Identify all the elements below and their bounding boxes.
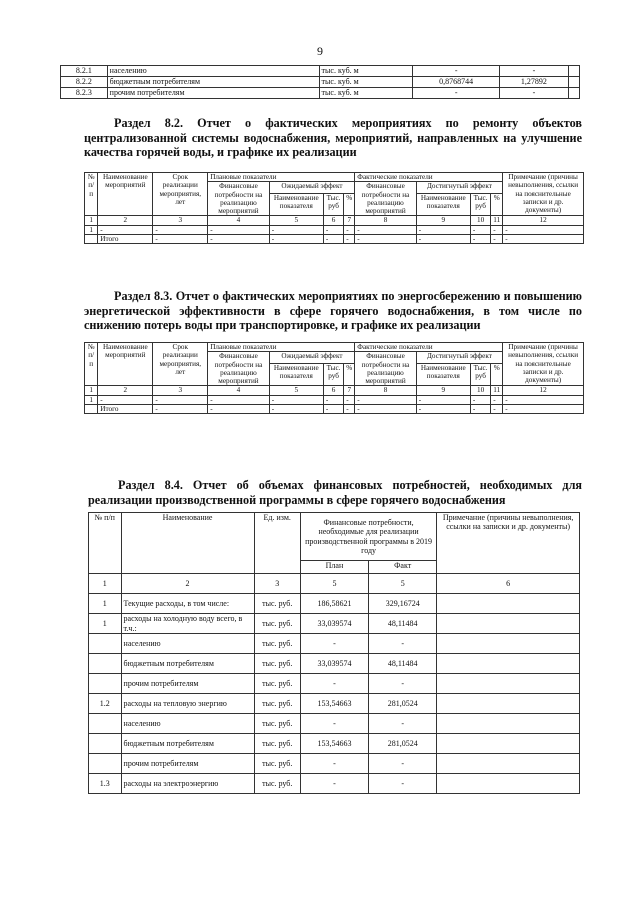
table-cell [85,404,98,413]
table-cell [89,754,122,774]
table-cell: бюджетным потребителям [121,654,254,674]
section-8-2-heading: Раздел 8.2. Отчет о фактических мероприятиях по ремонту объектов централизованной системы водоснабжения, мероприятий, направленных на улучшение качества горячей воды, и графике их реализации [84,116,582,159]
h-fact: Факт [369,561,437,574]
h-note: Примечание (причины невыполнения, ссылки на пояснительные записки и др. документы) [503,343,584,386]
table-cell: 1 [85,225,98,234]
table-cell: 9 [416,216,470,225]
table-cell: тыс. руб. [254,734,300,754]
table-cell: тыс. руб. [254,694,300,714]
table-cell: - [369,714,437,734]
table-cell: 9 [416,386,470,395]
table-cell: - [208,395,269,404]
table-cell [89,634,122,654]
table-row [89,714,580,734]
energy-saving-table [84,342,584,414]
table-cell: - [503,225,584,234]
table-cell: - [416,234,470,243]
section-8-3-heading: Раздел 8.3. Отчет о фактических мероприятиях по энергосбережению и повышению энергетической эффективности в сфере горячего водоснабжения, в том числе по снижению потерь воды при транспортировке, и графике их реализации [84,289,582,332]
table-cell [89,734,122,754]
h-pct: % [344,364,355,386]
table-cell [437,654,580,674]
table-cell: - [208,234,269,243]
table-cell: - [491,234,503,243]
table-cell: тыс. руб. [254,674,300,694]
h-name: Наименование мероприятий [98,343,153,386]
table-cell: 153,54663 [300,734,368,754]
table-cell: 1 [89,614,122,634]
table-cell: 4 [208,386,269,395]
table-cell [437,634,580,654]
table-cell: 11 [491,386,503,395]
table-cell: 1 [85,395,98,404]
table-cell: 2 [121,574,254,594]
table-cell: 6 [323,216,343,225]
table-cell: - [300,634,368,654]
table-cell: - [153,234,208,243]
h-unit: Ед. изм. [254,513,300,574]
table-cell: 186,58621 [300,594,368,614]
table-cell: - [355,225,416,234]
table-cell: - [153,404,208,413]
table-cell: прочим потребителям [121,754,254,774]
table-cell [568,77,579,88]
table-row [85,225,584,234]
table-cell: - [323,234,343,243]
h-num: № п/п [85,173,98,216]
table-cell: 3 [254,574,300,594]
table-cell: 8.2.2 [61,77,108,88]
table-cell: - [369,634,437,654]
h-term: Срок реализации мероприятия, лет [153,343,208,386]
table-cell: 4 [208,216,269,225]
table-cell: - [470,234,490,243]
table-cell: - [503,404,584,413]
table-row [85,395,584,404]
table-cell [89,714,122,734]
table-cell: - [300,674,368,694]
table-cell: - [323,404,343,413]
table-cell: Итого [98,234,153,243]
table-cell: 8.2.3 [61,88,108,99]
table-cell: - [491,404,503,413]
table-cell [437,594,580,614]
table-row [85,234,584,243]
h-fin-plan: Финансовые потребности на реализацию мероприятий [208,352,269,386]
table-cell: - [98,395,153,404]
table-cell: 1 [85,216,98,225]
table-cell: расходы на электроэнергию [121,774,254,794]
h-ind: Наименование показателя [416,194,470,216]
h-fact: Фактические показатели [355,343,503,352]
table-cell: расходы на холодную воду всего, в т.ч.: [121,614,254,634]
table-cell: 8 [355,386,416,395]
column-number-row [89,574,580,594]
table-cell: - [416,225,470,234]
h-fin-plan: Финансовые потребности на реализацию мероприятий [208,182,269,216]
table-cell [437,714,580,734]
table-cell: 281,0524 [369,734,437,754]
table-cell [437,694,580,714]
table-cell: 5 [269,386,323,395]
table-cell: тыс. куб. м [319,66,413,77]
table-cell: - [416,395,470,404]
table-cell: 6 [323,386,343,395]
h-pct: % [344,194,355,216]
table-cell: - [369,774,437,794]
h-rub: Тыс. руб [470,194,490,216]
table-cell: 8.2.1 [61,66,108,77]
table-cell: расходы на тепловую энергию [121,694,254,714]
table-cell: - [499,66,568,77]
table-cell: 2 [98,216,153,225]
table-row [89,774,580,794]
table-row [89,594,580,614]
table-row [89,754,580,774]
table-cell: - [503,234,584,243]
h-plan: План [300,561,368,574]
table-cell: - [355,404,416,413]
table-cell: тыс. куб. м [319,88,413,99]
table-cell: 3 [153,216,208,225]
table-cell [437,734,580,754]
column-number-row [85,386,584,395]
h-rub: Тыс. руб [470,364,490,386]
table-cell [437,674,580,694]
h-ind: Наименование показателя [416,364,470,386]
h-name: Наименование [121,513,254,574]
table-cell: - [470,225,490,234]
table-cell: тыс. руб. [254,754,300,774]
table-cell: - [269,395,323,404]
repair-activities-table [84,172,584,244]
table-cell: 329,16724 [369,594,437,614]
table-cell: - [208,225,269,234]
table-cell: 12 [503,386,584,395]
table-cell: - [323,395,343,404]
table-cell: - [208,404,269,413]
table-cell: населению [121,634,254,654]
table-row [89,654,580,674]
table-cell: 1 [89,594,122,614]
table-row [61,66,580,77]
h-note: Примечание (причины невыполнения, ссылки на записки и др. документы) [437,513,580,574]
table-cell: - [269,225,323,234]
table-cell: - [98,225,153,234]
table-cell: 1.3 [89,774,122,794]
table-cell: - [344,225,355,234]
h-term: Срок реализации мероприятия, лет [153,173,208,216]
table-cell: 5 [269,216,323,225]
table-cell: 3 [153,386,208,395]
table-cell [89,674,122,694]
h-pct: % [491,364,503,386]
h-achieved: Достигнутый эффект [416,182,503,194]
table-row [89,674,580,694]
table-cell: - [344,234,355,243]
finance-needs-table [88,512,580,794]
table-cell: населению [121,714,254,734]
table-cell: 10 [470,216,490,225]
table-cell: - [300,714,368,734]
h-ind: Наименование показателя [269,364,323,386]
table-cell: прочим потребителям [121,674,254,694]
table-cell: Итого [98,404,153,413]
table-cell: тыс. руб. [254,594,300,614]
table-cell: тыс. куб. м [319,77,413,88]
table-cell: - [369,754,437,774]
table-cell: прочим потребителям [107,88,319,99]
table-cell: населению [107,66,319,77]
table-cell: 0,8768744 [413,77,500,88]
table-row [89,694,580,714]
h-num: № п/п [85,343,98,386]
table-cell: 12 [503,216,584,225]
table-cell: 5 [300,574,368,594]
table-cell [437,774,580,794]
column-number-row [85,216,584,225]
table-cell: 281,0524 [369,694,437,714]
table-cell [437,614,580,634]
h-pct: % [491,194,503,216]
table-cell: 1 [89,574,122,594]
table-cell: - [355,395,416,404]
table-cell: 6 [437,574,580,594]
table-cell: - [269,234,323,243]
table-cell: 1,27892 [499,77,568,88]
table-cell: 8 [355,216,416,225]
table-cell: 7 [344,386,355,395]
h-fact: Фактические показатели [355,173,503,182]
table-cell: - [323,225,343,234]
table-cell: - [413,66,500,77]
page-number: 9 [317,44,323,58]
table-cell: - [499,88,568,99]
table-cell: 1.2 [89,694,122,714]
table-cell: - [413,88,500,99]
table-cell: - [503,395,584,404]
table-cell: бюджетным потребителям [107,77,319,88]
table-cell: - [491,225,503,234]
h-name: Наименование мероприятий [98,173,153,216]
table-cell: 5 [369,574,437,594]
h-rub: Тыс. руб [323,364,343,386]
h-expected: Ожидаемый эффект [269,182,355,194]
table-cell: - [153,395,208,404]
table-cell: 10 [470,386,490,395]
table-cell [437,754,580,774]
table-cell: тыс. руб. [254,614,300,634]
table-cell: - [491,395,503,404]
table-cell: 11 [491,216,503,225]
h-achieved: Достигнутый эффект [416,352,503,364]
table-cell: 33,039574 [300,614,368,634]
table-cell: 33,039574 [300,654,368,674]
table-row [89,614,580,634]
table-cell: - [344,404,355,413]
table-cell: тыс. руб. [254,714,300,734]
table-cell: - [369,674,437,694]
table-cell: Текущие расходы, в том числе: [121,594,254,614]
table-cell: - [153,225,208,234]
table-row [89,734,580,754]
h-ind: Наименование показателя [269,194,323,216]
table-cell: - [470,395,490,404]
table-cell: - [355,234,416,243]
water-volume-table [60,65,580,99]
h-plan: Плановые показатели [208,343,355,352]
h-note: Примечание (причины невыполнения, ссылки на пояснительные записки и др. документы) [503,173,584,216]
table-cell [85,234,98,243]
table-cell: 1 [85,386,98,395]
table-cell: 48,11484 [369,654,437,674]
table-cell: 2 [98,386,153,395]
table-row [85,404,584,413]
h-fin-fact: Финансовые потребности на реализацию мероприятий [355,352,416,386]
h-expected: Ожидаемый эффект [269,352,355,364]
table-cell: - [470,404,490,413]
table-cell: - [300,754,368,774]
table-cell [568,66,579,77]
table-row [61,88,580,99]
table-cell: - [416,404,470,413]
table-cell: бюджетным потребителям [121,734,254,754]
section-8-4-heading: Раздел 8.4. Отчет об объемах финансовых потребностей, необходимых для реализации производственной программы в сфере горячего водоснабжения [88,478,582,507]
table-cell: 48,11484 [369,614,437,634]
table-cell: тыс. руб. [254,634,300,654]
table-cell: тыс. руб. [254,654,300,674]
table-cell: - [344,395,355,404]
table-row [61,77,580,88]
table-cell: 7 [344,216,355,225]
h-fin-fact: Финансовые потребности на реализацию мероприятий [355,182,416,216]
table-row [89,634,580,654]
h-plan: Плановые показатели [208,173,355,182]
h-rub: Тыс. руб [323,194,343,216]
table-cell: тыс. руб. [254,774,300,794]
table-cell [568,88,579,99]
table-cell [89,654,122,674]
h-fin: Финансовые потребности, необходимые для реализации производственной программы в 2019 году [300,513,436,561]
table-cell: - [269,404,323,413]
table-cell: - [300,774,368,794]
table-cell: 153,54663 [300,694,368,714]
h-num: № п/п [89,513,122,574]
